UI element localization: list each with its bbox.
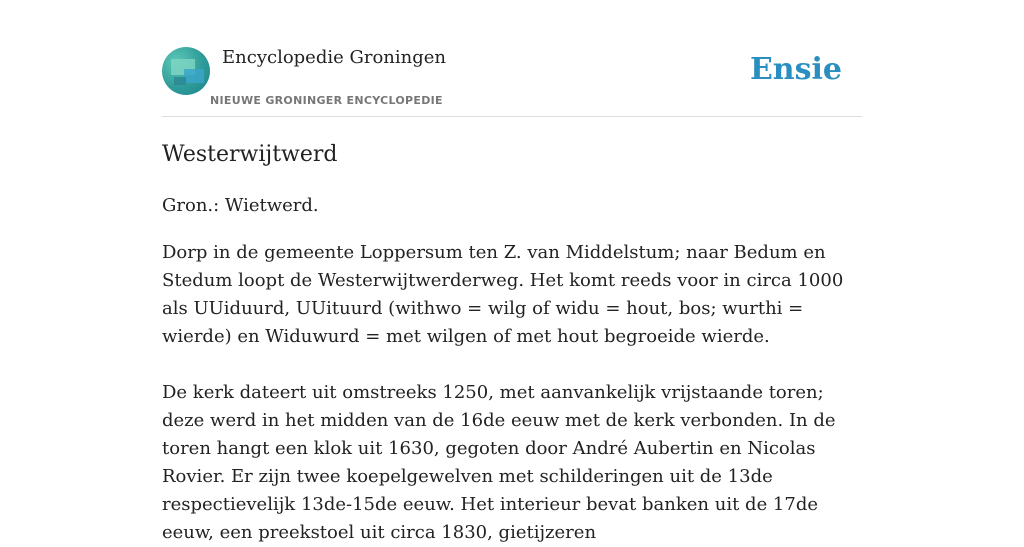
logo-shape bbox=[174, 77, 186, 85]
logo-shape bbox=[184, 69, 204, 83]
site-header bbox=[162, 46, 862, 117]
site-subtitle: NIEUWE GRONINGER ENCYCLOPEDIE bbox=[210, 94, 443, 107]
article-title: Westerwijtwerd bbox=[162, 142, 338, 167]
article-paragraph: Dorp in de gemeente Loppersum ten Z. van Middelstum; naar Bedum en Stedum loopt de Westerwijtwerderweg. Het komt reeds voor in circa 1000 als UUiduurd, UUituurd (withwo = wilg of widu = hout, bos; wurthi = wierde) en Widuwurd = met wilgen of met hout begroeide wierde. bbox=[162, 242, 844, 347]
article bbox=[162, 140, 862, 547]
article-paragraph: De kerk dateert uit omstreeks 1250, met aanvankelijk vrijstaande toren; deze werd in het midden van de 16de eeuw met de kerk verbonden. In de toren hangt een klok uit 1630, gegoten door André Aubertin en Nicolas Rovier. Er zijn twee koepelgewelven met schilderingen uit de 13de respectievelijk 13de-15de eeuw. Het interieur bevat banken uit de 17de eeuw, een preekstoel uit circa 1830, gietijzeren bbox=[162, 382, 836, 543]
article-subtitle: Gron.: Wietwerd. bbox=[162, 195, 319, 216]
ensie-brand-link[interactable]: Ensie bbox=[749, 52, 842, 87]
site-title[interactable]: Encyclopedie Groningen bbox=[222, 47, 447, 68]
site-logo-avatar[interactable] bbox=[162, 47, 210, 95]
